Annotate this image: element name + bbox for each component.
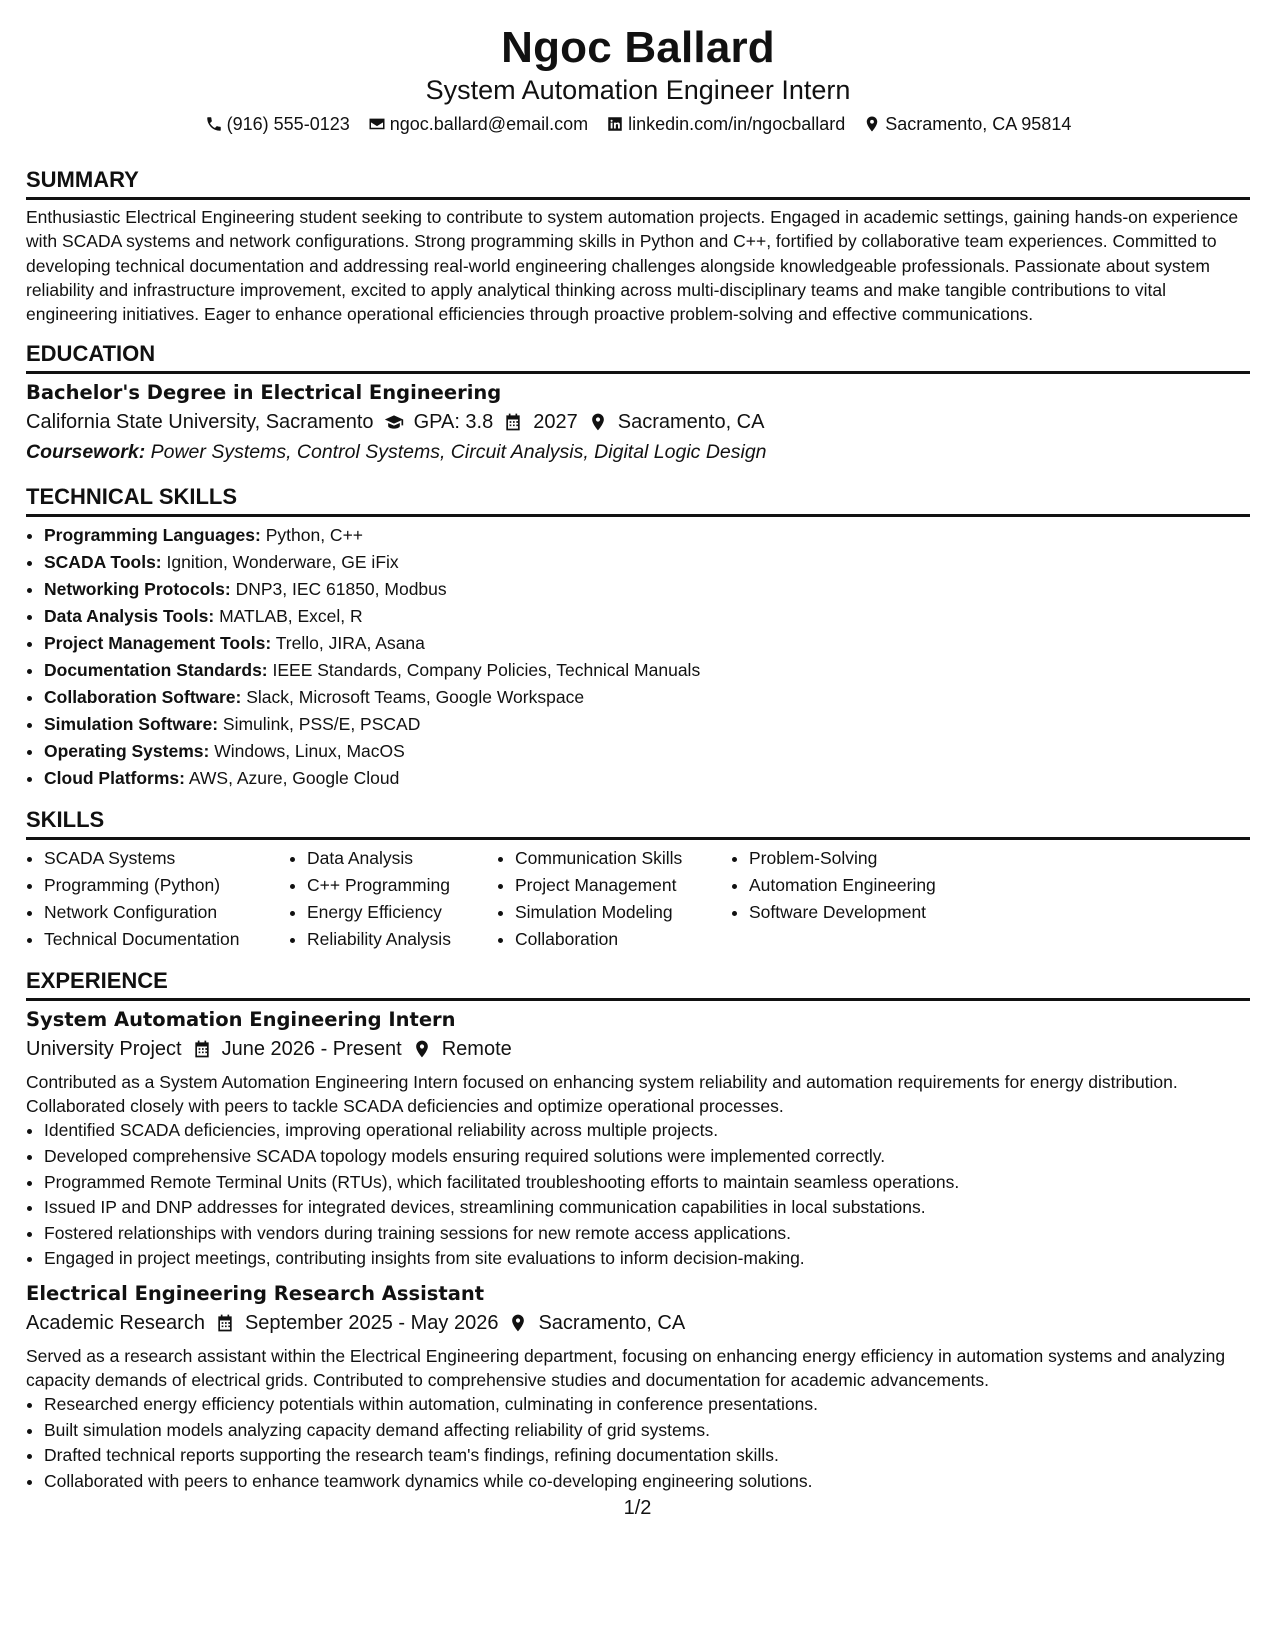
skills-section — [26, 806, 1250, 953]
job-bullets — [26, 1392, 1250, 1494]
job-description: Contributed as a System Automation Engineering Intern focused on enhancing system reliability and automation requirements for energy distribution. Collaborated closely with peers to tackle SCADA deficiencies and optimize operational processes. — [26, 1072, 1178, 1117]
map-pin-icon — [588, 412, 608, 432]
contact-phone — [205, 112, 350, 136]
contact-email[interactable] — [368, 112, 588, 136]
linkedin-text[interactable]: linkedin.com/in/ngocballard — [628, 114, 846, 134]
list-item: • Network Configuration — [44, 899, 289, 926]
list-item: • Automation Engineering — [749, 872, 1009, 899]
job-title: System Automation Engineering Intern — [26, 1008, 456, 1032]
list-item — [44, 711, 1250, 738]
gpa-item — [384, 407, 494, 437]
list-item: • Fostered relationships with vendors during training sessions for new remote access applications. — [44, 1221, 1250, 1247]
list-item: • SCADA Systems — [44, 845, 289, 872]
skill-label: Collaboration Software: — [44, 687, 242, 708]
job-location-item — [412, 1034, 512, 1064]
list-item: • Engaged in project meetings, contributing insights from site evaluations to inform decision-making. — [44, 1246, 1250, 1272]
list-item: • Collaboration — [515, 926, 731, 953]
summary-section — [26, 166, 1250, 326]
list-item: • Developed comprehensive SCADA topology models ensuring required solutions were implemented correctly. — [44, 1144, 1250, 1170]
list-item — [44, 576, 1250, 603]
skills-columns — [26, 845, 1250, 953]
list-item: • Drafted technical reports supporting the research team's findings, refining documentation skills. — [44, 1443, 1250, 1469]
job-dates: June 2026 - Present — [221, 1038, 402, 1061]
list-item: • Identified SCADA deficiencies, improving operational reliability across multiple projects. — [44, 1118, 1250, 1144]
skill-value: Python, C++ — [265, 525, 364, 546]
list-item: • Energy Efficiency — [307, 899, 497, 926]
list-item: • Reliability Analysis — [307, 926, 497, 953]
list-item — [44, 549, 1250, 576]
map-pin-icon — [412, 1039, 432, 1059]
education-heading: EDUCATION — [26, 340, 1250, 374]
skill-value: DNP3, IEC 61850, Modbus — [235, 579, 447, 600]
phone-text: (916) 555-0123 — [226, 114, 350, 134]
experience-section — [26, 967, 1250, 1494]
skill-value: Ignition, Wonderware, GE iFix — [166, 552, 399, 573]
skills-heading: SKILLS — [26, 806, 1250, 840]
candidate-name: Ngoc Ballard — [501, 23, 775, 72]
coursework-label: Coursework: — [26, 441, 146, 464]
email-text[interactable]: ngoc.ballard@email.com — [389, 114, 589, 134]
contact-linkedin[interactable] — [606, 112, 845, 136]
phone-icon — [205, 115, 223, 133]
year-item — [503, 407, 578, 437]
job-description: Served as a research assistant within the Electrical Engineering department, focusing on enhancing energy efficiency in automation systems and analyzing capacity demands of electrical grids. Contributed to comprehensive studies and documentation for academic advancements. — [26, 1346, 1226, 1391]
education-location: Sacramento, CA — [617, 411, 765, 434]
skill-label: Documentation Standards: — [44, 660, 268, 681]
job-org: University Project — [26, 1038, 182, 1061]
coursework-text: Power Systems, Control Systems, Circuit Analysis, Digital Logic Design — [150, 441, 767, 464]
skill-value: Slack, Microsoft Teams, Google Workspace — [246, 687, 585, 708]
skill-label: Operating Systems: — [44, 741, 210, 762]
contact-location — [863, 112, 1071, 136]
resume-header — [26, 22, 1250, 136]
education-meta — [26, 407, 1250, 437]
skill-label: SCADA Tools: — [44, 552, 162, 573]
list-item — [44, 765, 1250, 792]
linkedin-icon — [606, 115, 624, 133]
graduation-year: 2027 — [533, 411, 578, 434]
calendar-icon — [503, 412, 523, 432]
experience-entry — [26, 1006, 1250, 1272]
list-item: • Issued IP and DNP addresses for integrated devices, streamlining communication capabilities in local substations. — [44, 1195, 1250, 1221]
school-name: California State University, Sacramento — [26, 411, 374, 434]
job-location-item — [508, 1308, 685, 1338]
list-item: • Data Analysis — [307, 845, 497, 872]
job-dates-item — [192, 1034, 402, 1064]
list-item: • Communication Skills — [515, 845, 731, 872]
skill-label: Simulation Software: — [44, 714, 219, 735]
education-location-item — [588, 407, 765, 437]
list-item: • Researched energy efficiency potentials within automation, culminating in conference presentations. — [44, 1392, 1250, 1418]
job-dates: September 2025 - May 2026 — [244, 1312, 499, 1335]
skill-value: AWS, Azure, Google Cloud — [188, 768, 400, 789]
skill-label: Data Analysis Tools: — [44, 606, 215, 627]
list-item: • Programming (Python) — [44, 872, 289, 899]
calendar-icon — [215, 1313, 235, 1333]
list-item — [44, 603, 1250, 630]
experience-heading: EXPERIENCE — [26, 967, 1250, 1001]
experience-entry — [26, 1280, 1250, 1494]
list-item: • Software Development — [749, 899, 1009, 926]
technical-skills-section — [26, 483, 1250, 792]
skill-label: Cloud Platforms: — [44, 768, 185, 789]
skill-value: Simulink, PSS/E, PSCAD — [222, 714, 421, 735]
technical-skills-heading: TECHNICAL SKILLS — [26, 483, 1250, 517]
list-item — [44, 738, 1250, 765]
skills-column — [289, 845, 497, 953]
skill-value: Trello, JIRA, Asana — [275, 633, 425, 654]
education-section — [26, 340, 1250, 467]
skill-label: Project Management Tools: — [44, 633, 272, 654]
job-meta — [26, 1308, 1250, 1338]
skill-value: IEEE Standards, Company Policies, Technical Manuals — [272, 660, 701, 681]
job-location: Sacramento, CA — [538, 1312, 686, 1335]
technical-skills-list — [26, 522, 1250, 792]
list-item — [44, 684, 1250, 711]
coursework-line — [26, 437, 1250, 467]
list-item: • Programmed Remote Terminal Units (RTUs), which facilitated troubleshooting efforts to maintain seamless operations. — [44, 1170, 1250, 1196]
skill-label: Networking Protocols: — [44, 579, 231, 600]
resume-page — [26, 0, 1250, 1494]
list-item — [44, 522, 1250, 549]
location-text: Sacramento, CA 95814 — [885, 114, 1072, 134]
page-number: 1/2 — [623, 1497, 652, 1519]
list-item: • C++ Programming — [307, 872, 497, 899]
skill-value: MATLAB, Excel, R — [219, 606, 363, 627]
contact-row — [26, 112, 1250, 136]
list-item — [44, 630, 1250, 657]
job-dates-item — [215, 1308, 499, 1338]
map-pin-icon — [863, 115, 881, 133]
degree-title: Bachelor's Degree in Electrical Engineering — [26, 381, 502, 405]
skills-column — [731, 845, 1009, 953]
calendar-icon — [192, 1039, 212, 1059]
envelope-icon — [368, 115, 386, 133]
skills-column — [26, 845, 289, 953]
skills-column — [497, 845, 731, 953]
list-item: • Simulation Modeling — [515, 899, 731, 926]
job-meta — [26, 1034, 1250, 1064]
gpa-text: GPA: 3.8 — [413, 411, 494, 434]
summary-heading: SUMMARY — [26, 166, 1250, 200]
skill-label: Programming Languages: — [44, 525, 261, 546]
candidate-title: System Automation Engineer Intern — [425, 75, 851, 105]
list-item: • Project Management — [515, 872, 731, 899]
graduation-cap-icon — [384, 412, 404, 432]
summary-text: Enthusiastic Electrical Engineering student seeking to contribute to system automation projects. Engaged in academic settings, gaining hands-on experience with SCADA systems and network configurations. Strong programming skills in Python and C++, fortified by collaborative team experiences. Committed to developing technical documentation and addressing real-world engineering challenges alongside knowledgeable professionals. Passionate about system reliability and infrastructure improvement, excited to apply analytical thinking across multi-disciplinary teams and make tangible contributions to vital engineering initiatives. Eager to enhance operational efficiencies through proactive problem-solving and effective communications. — [26, 207, 1239, 325]
list-item: • Collaborated with peers to enhance teamwork dynamics while co-developing engineering solutions. — [44, 1469, 1250, 1495]
list-item: • Built simulation models analyzing capacity demand affecting reliability of grid systems. — [44, 1418, 1250, 1444]
map-pin-icon — [508, 1313, 528, 1333]
job-location: Remote — [441, 1038, 512, 1061]
job-org: Academic Research — [26, 1312, 205, 1335]
list-item — [44, 657, 1250, 684]
list-item: • Technical Documentation — [44, 926, 289, 953]
skill-value: Windows, Linux, MacOS — [214, 741, 405, 762]
job-bullets — [26, 1118, 1250, 1272]
job-title: Electrical Engineering Research Assistant — [26, 1282, 485, 1306]
list-item: • Problem-Solving — [749, 845, 1009, 872]
